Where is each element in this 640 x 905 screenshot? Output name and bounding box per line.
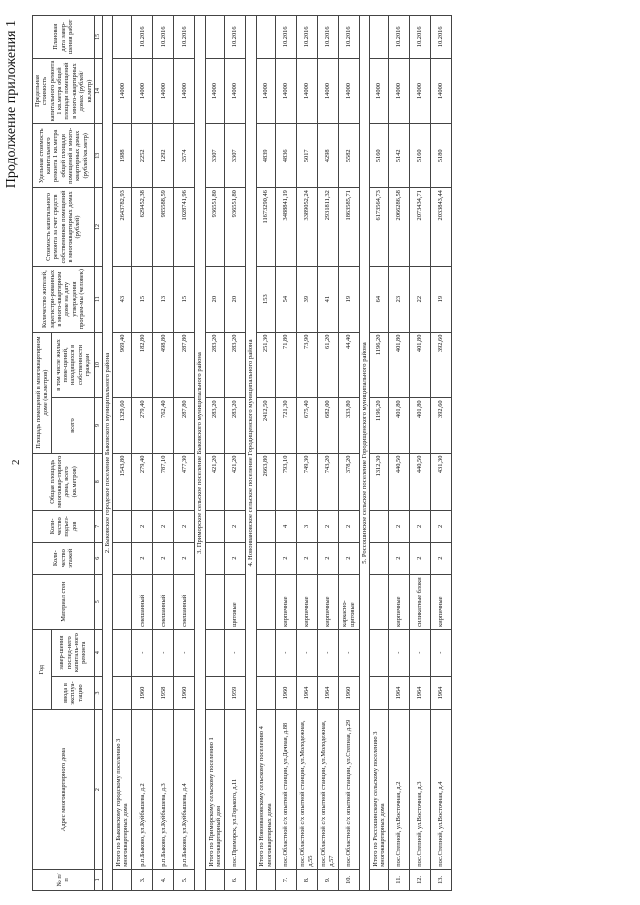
empty-cell — [370, 574, 389, 629]
row-floors: 2 — [132, 542, 153, 574]
column-number: 1 — [94, 869, 102, 890]
header-repair-cost: Стоимость капитального ремонта за счет средств собственников помещений в многоквартирных домах (рублей) — [33, 188, 95, 267]
row-entrances: 2 — [338, 510, 359, 542]
row-private-area: 392,60 — [431, 332, 452, 398]
row-number: 4. — [153, 869, 174, 890]
row-floors: 2 — [153, 542, 174, 574]
row-last-repair: - — [317, 629, 338, 676]
total-area: 2663,80 — [256, 453, 275, 510]
column-number: 13 — [94, 124, 102, 188]
row-completion-date: 10.2016 — [338, 16, 359, 59]
row-completion-date: 10.2016 — [153, 16, 174, 59]
row-unit-cost: 1292 — [153, 124, 174, 188]
section-title: 2. Быковское городское поселение Быковского муниципального района — [102, 16, 113, 891]
row-repair-cost: 2073434,71 — [410, 188, 431, 267]
row-total-area: 421,20 — [224, 453, 245, 510]
row-year-built: 1964 — [296, 676, 317, 710]
column-number: 8 — [94, 453, 102, 510]
row-number: 5. — [174, 869, 195, 890]
row-residents: 19 — [338, 266, 359, 332]
row-last-repair: - — [389, 629, 410, 676]
total-label: Итого по Россошинскому сельскому поселению 3 многоквартирных дома — [370, 710, 389, 869]
row-private-area: 287,80 — [174, 332, 195, 398]
table-row — [338, 16, 359, 891]
row-floors: 2 — [338, 542, 359, 574]
row-max-cost: 14000 — [224, 58, 245, 124]
empty-cell — [113, 542, 132, 574]
table-row — [132, 16, 153, 891]
section-title: 4. Новоивановское сельское поселение Городищенского муниципального района — [245, 16, 256, 891]
row-total-area: 793,10 — [275, 453, 296, 510]
header-last-repair: завер-шения послед-него капиталь-ного ремонта — [52, 629, 95, 676]
total-private-area: 283,20 — [205, 332, 224, 398]
row-address: пос.Приморск, ул.Горького, д.11 — [224, 710, 245, 869]
row-premises-area: 682,00 — [317, 398, 338, 453]
total-cost: 6173564,73 — [370, 188, 389, 267]
row-entrances: 2 — [389, 510, 410, 542]
row-max-cost: 14000 — [153, 58, 174, 124]
empty-cell — [113, 676, 132, 710]
column-number: 4 — [94, 629, 102, 676]
row-year-built: 1960 — [338, 676, 359, 710]
row-last-repair: - — [224, 629, 245, 676]
empty-cell — [113, 869, 132, 890]
column-number: 3 — [94, 676, 102, 710]
continuation-title: Продолжение приложения 1 — [4, 20, 19, 189]
row-unit-cost: 4836 — [275, 124, 296, 188]
total-label: Итого по Новоивановскому сельскому поселению 4 многоквартирных дома — [256, 710, 275, 869]
row-residents: 39 — [296, 266, 317, 332]
total-label: Итого по Приморскому сельскому поселению 1 многоквартирный дом — [205, 710, 224, 869]
row-number: 8. — [296, 869, 317, 890]
total-premises-area: 283,20 — [205, 398, 224, 453]
row-number: 3. — [132, 869, 153, 890]
row-number: 11. — [389, 869, 410, 890]
row-floors: 2 — [431, 542, 452, 574]
row-entrances: 2 — [317, 510, 338, 542]
row-wall-material: силикатные блоки — [410, 574, 431, 629]
header-area-all: всего — [52, 398, 95, 453]
row-private-area: 498,80 — [153, 332, 174, 398]
total-area: 1543,80 — [113, 453, 132, 510]
total-max-cost: 14000 — [370, 58, 389, 124]
row-repair-cost: 985588,59 — [153, 188, 174, 267]
total-unit-cost: 5160 — [370, 124, 389, 188]
row-total-area: 477,30 — [174, 453, 195, 510]
row-wall-material: кирпичные — [296, 574, 317, 629]
row-entrances: 2 — [174, 510, 195, 542]
total-premises-area: 2412,50 — [256, 398, 275, 453]
empty-cell — [205, 16, 224, 59]
row-max-cost: 14000 — [431, 58, 452, 124]
row-residents: 54 — [275, 266, 296, 332]
row-repair-cost: 936551,80 — [224, 188, 245, 267]
row-entrances: 2 — [431, 510, 452, 542]
row-year-built: 1964 — [410, 676, 431, 710]
section-title-row — [195, 16, 206, 891]
section-title-row — [245, 16, 256, 891]
row-year-built: 1960 — [275, 676, 296, 710]
row-floors: 2 — [410, 542, 431, 574]
column-number: 2 — [94, 710, 102, 869]
row-last-repair: - — [174, 629, 195, 676]
row-max-cost: 14000 — [174, 58, 195, 124]
empty-cell — [256, 574, 275, 629]
row-unit-cost: 5160 — [410, 124, 431, 188]
row-number: 10. — [338, 869, 359, 890]
section-title: 3. Приморское сельское поселение Быковского муниципального района — [195, 16, 206, 891]
row-private-area: 182,80 — [132, 332, 153, 398]
total-private-area: 969,40 — [113, 332, 132, 398]
row-wall-material: смешанный — [153, 574, 174, 629]
row-completion-date: 10.2016 — [224, 16, 245, 59]
column-numbers-row — [94, 16, 102, 891]
row-repair-cost: 2066286,58 — [389, 188, 410, 267]
column-number: 12 — [94, 188, 102, 267]
row-completion-date: 10.2016 — [296, 16, 317, 59]
total-unit-cost: 3307 — [205, 124, 224, 188]
row-last-repair: - — [275, 629, 296, 676]
column-number: 14 — [94, 58, 102, 124]
row-wall-material: смешанный — [174, 574, 195, 629]
row-address: пос.Областной с/х опытной станции, ул.Молодежная, д.57 — [317, 710, 338, 869]
row-address: пос.Степной, ул.Восточная, д.2 — [389, 710, 410, 869]
table-row — [389, 16, 410, 891]
section-title-row — [102, 16, 113, 891]
row-year-built: 1960 — [174, 676, 195, 710]
row-premises-area: 401,80 — [410, 398, 431, 453]
row-number: 7. — [275, 869, 296, 890]
row-unit-cost: 3307 — [224, 124, 245, 188]
row-wall-material: смешанный — [132, 574, 153, 629]
table-row — [410, 16, 431, 891]
table-row — [296, 16, 317, 891]
empty-cell — [205, 542, 224, 574]
row-max-cost: 14000 — [132, 58, 153, 124]
empty-cell — [256, 542, 275, 574]
row-premises-area: 401,80 — [389, 398, 410, 453]
header-year: Год — [33, 629, 52, 710]
row-unit-cost: 5582 — [338, 124, 359, 188]
row-floors: 2 — [296, 542, 317, 574]
row-completion-date: 10.2016 — [275, 16, 296, 59]
empty-cell — [256, 676, 275, 710]
row-premises-area: 721,30 — [275, 398, 296, 453]
table-row — [224, 16, 245, 891]
row-wall-material: кирпичные — [431, 574, 452, 629]
row-year-built: 1959 — [224, 676, 245, 710]
row-floors: 2 — [224, 542, 245, 574]
row-repair-cost: 3488841,19 — [275, 188, 296, 267]
row-residents: 20 — [224, 266, 245, 332]
column-number: 6 — [94, 542, 102, 574]
row-unit-cost: 4298 — [317, 124, 338, 188]
header-wall-material: Материал стен — [33, 574, 95, 629]
section-total-row — [205, 16, 224, 891]
header-address: Адрес многоквартирного дома — [33, 710, 95, 869]
row-unit-cost: 5017 — [296, 124, 317, 188]
row-premises-area: 287,80 — [174, 398, 195, 453]
header-total-area: Общая площадь многоквар-тирного дома, всего (кв.метров) — [33, 453, 95, 510]
page-number: 2 — [10, 459, 22, 465]
total-area: 1312,30 — [370, 453, 389, 510]
header-area-private: в том числе жилых поме-щений, находящихся в собственности граждан — [52, 332, 95, 398]
row-residents: 15 — [132, 266, 153, 332]
row-max-cost: 14000 — [410, 58, 431, 124]
row-wall-material: кирпичные — [317, 574, 338, 629]
row-floors: 2 — [174, 542, 195, 574]
total-cost: 11673290,46 — [256, 188, 275, 267]
housing-repair-table — [32, 15, 452, 891]
row-total-area: 378,20 — [338, 453, 359, 510]
row-premises-area: 675,40 — [296, 398, 317, 453]
row-wall-material: каркасно-щитовые — [338, 574, 359, 629]
row-repair-cost: 1028741,96 — [174, 188, 195, 267]
row-total-area: 749,30 — [296, 453, 317, 510]
row-private-area: 71,80 — [275, 332, 296, 398]
row-premises-area: 762,40 — [153, 398, 174, 453]
row-last-repair: - — [410, 629, 431, 676]
row-number: 12. — [410, 869, 431, 890]
row-year-built: 1964 — [317, 676, 338, 710]
total-residents: 43 — [113, 266, 132, 332]
header-entrances: Коли-чество подъез-дов — [33, 510, 95, 542]
total-cost: 936551,80 — [205, 188, 224, 267]
header-commissioning: ввода в эксплуа-тацию — [52, 676, 95, 710]
total-residents: 64 — [370, 266, 389, 332]
row-max-cost: 14000 — [317, 58, 338, 124]
total-premises-area: 1329,60 — [113, 398, 132, 453]
header-completion-date: Плановая дата завер-шения работ — [33, 16, 95, 59]
row-address: пос.Областной с/х опытной станции, ул.Дачная, д.88 — [275, 710, 296, 869]
row-unit-cost: 2252 — [132, 124, 153, 188]
total-unit-cost: 1988 — [113, 124, 132, 188]
row-entrances: 3 — [296, 510, 317, 542]
table-row — [275, 16, 296, 891]
row-completion-date: 10.2016 — [174, 16, 195, 59]
row-residents: 13 — [153, 266, 174, 332]
row-total-area: 431,30 — [431, 453, 452, 510]
column-number: 9 — [94, 398, 102, 453]
row-year-built: 1960 — [132, 676, 153, 710]
row-residents: 15 — [174, 266, 195, 332]
row-number: 6. — [224, 869, 245, 890]
total-cost: 2643782,93 — [113, 188, 132, 267]
total-private-area: 251,30 — [256, 332, 275, 398]
header-unit-cost: Удельная стоимость капитального ремонта 1 кв.метра общей площади помещений в много-квартирных домах (рублей/кв.метр) — [33, 124, 95, 188]
row-repair-cost: 3389052,24 — [296, 188, 317, 267]
total-residents: 153 — [256, 266, 275, 332]
empty-cell — [370, 510, 389, 542]
row-premises-area: 283,20 — [224, 398, 245, 453]
table-row — [153, 16, 174, 891]
total-residents: 20 — [205, 266, 224, 332]
table-row — [174, 16, 195, 891]
row-address: пос.Областной с/х опытной станции, ул.Молодежная, д.55 — [296, 710, 317, 869]
row-last-repair: - — [338, 629, 359, 676]
empty-cell — [205, 676, 224, 710]
total-label: Итого по Быковскому городскому поселению 3 многоквартирных дома — [113, 710, 132, 869]
empty-cell — [113, 629, 132, 676]
row-private-area: 401,80 — [389, 332, 410, 398]
empty-cell — [205, 869, 224, 890]
empty-cell — [205, 574, 224, 629]
row-last-repair: - — [296, 629, 317, 676]
row-last-repair: - — [431, 629, 452, 676]
row-entrances: 2 — [410, 510, 431, 542]
row-residents: 19 — [431, 266, 452, 332]
empty-cell — [370, 542, 389, 574]
empty-cell — [113, 16, 132, 59]
header-residents: Количество жителей, зарегистри-рованных в много-квартирном доме на дату утверждения програм-мы (человек) — [33, 266, 95, 332]
row-year-built: 1964 — [389, 676, 410, 710]
empty-cell — [256, 869, 275, 890]
row-unit-cost: 3574 — [174, 124, 195, 188]
row-entrances: 4 — [275, 510, 296, 542]
row-floors: 2 — [275, 542, 296, 574]
total-premises-area: 1196,20 — [370, 398, 389, 453]
row-repair-cost: 2033843,44 — [431, 188, 452, 267]
section-total-row — [113, 16, 132, 891]
row-last-repair: - — [132, 629, 153, 676]
header-row-1 — [33, 16, 52, 891]
section-title: 5. Россошинское сельское поселение Городищенского муниципального района — [359, 16, 370, 891]
row-completion-date: 10.2016 — [410, 16, 431, 59]
empty-cell — [205, 629, 224, 676]
row-entrances: 2 — [153, 510, 174, 542]
empty-cell — [370, 16, 389, 59]
row-premises-area: 333,80 — [338, 398, 359, 453]
row-repair-cost: 629452,38 — [132, 188, 153, 267]
empty-cell — [256, 16, 275, 59]
row-entrances: 2 — [132, 510, 153, 542]
total-max-cost: 14000 — [256, 58, 275, 124]
total-max-cost: 14000 — [205, 58, 224, 124]
row-total-area: 440,50 — [389, 453, 410, 510]
total-unit-cost: 4839 — [256, 124, 275, 188]
column-number: 11 — [94, 266, 102, 332]
row-total-area: 787,10 — [153, 453, 174, 510]
row-number: 9. — [317, 869, 338, 890]
column-number: 10 — [94, 332, 102, 398]
row-address: пос.Областной с/х опытной станции, ул.Степная, д.29 — [338, 710, 359, 869]
row-address: р.п.Быково, ул.Куйбышева, д.4 — [174, 710, 195, 869]
row-total-area: 440,50 — [410, 453, 431, 510]
row-total-area: 743,20 — [317, 453, 338, 510]
row-unit-cost: 5142 — [389, 124, 410, 188]
row-total-area: 279,40 — [132, 453, 153, 510]
empty-cell — [256, 510, 275, 542]
row-residents: 41 — [317, 266, 338, 332]
row-completion-date: 10.2016 — [431, 16, 452, 59]
total-max-cost: 14000 — [113, 58, 132, 124]
row-max-cost: 14000 — [275, 58, 296, 124]
row-private-area: 401,80 — [410, 332, 431, 398]
column-number: 7 — [94, 510, 102, 542]
row-repair-cost: 1863585,71 — [338, 188, 359, 267]
table-body — [94, 16, 451, 891]
empty-cell — [113, 510, 132, 542]
row-wall-material: щитовые — [224, 574, 245, 629]
row-completion-date: 10.2016 — [317, 16, 338, 59]
empty-cell — [113, 574, 132, 629]
row-private-area: 61,20 — [317, 332, 338, 398]
row-floors: 2 — [317, 542, 338, 574]
row-max-cost: 14000 — [296, 58, 317, 124]
row-premises-area: 392,60 — [431, 398, 452, 453]
row-year-built: 1964 — [431, 676, 452, 710]
table-row — [317, 16, 338, 891]
table-row — [431, 16, 452, 891]
empty-cell — [256, 629, 275, 676]
total-area: 421,20 — [205, 453, 224, 510]
row-completion-date: 10.2016 — [132, 16, 153, 59]
row-residents: 23 — [389, 266, 410, 332]
header-premises-area: Площадь помещений в многоквартирном доме (кв.метров) — [33, 332, 52, 453]
row-year-built: 1958 — [153, 676, 174, 710]
column-number: 5 — [94, 574, 102, 629]
row-last-repair: - — [153, 629, 174, 676]
row-entrances: 2 — [224, 510, 245, 542]
row-private-area: 283,20 — [224, 332, 245, 398]
row-address: пос.Степной, ул.Восточная, д.4 — [431, 710, 452, 869]
row-unit-cost: 5180 — [431, 124, 452, 188]
row-max-cost: 14000 — [389, 58, 410, 124]
empty-cell — [370, 676, 389, 710]
row-wall-material: кирпичные — [275, 574, 296, 629]
row-number: 13. — [431, 869, 452, 890]
row-private-area: 44,40 — [338, 332, 359, 398]
section-total-row — [256, 16, 275, 891]
row-residents: 22 — [410, 266, 431, 332]
row-address: пос.Степной, ул.Восточная, д.3 — [410, 710, 431, 869]
header-floors: Коли-чество этажей — [33, 542, 95, 574]
row-private-area: 73,90 — [296, 332, 317, 398]
section-title-row — [359, 16, 370, 891]
row-floors: 2 — [389, 542, 410, 574]
row-repair-cost: 2931811,32 — [317, 188, 338, 267]
row-max-cost: 14000 — [338, 58, 359, 124]
column-number: 15 — [94, 16, 102, 59]
header-max-cost: Предельная стоимость капитального ремонта 1 кв.метра общей площади помещений в много-квартирных домах (рублей/кв.метр) — [33, 58, 95, 124]
row-address: р.п.Быково, ул.Куйбышева, д.3 — [153, 710, 174, 869]
row-premises-area: 279,40 — [132, 398, 153, 453]
empty-cell — [370, 629, 389, 676]
row-wall-material: кирпичные — [389, 574, 410, 629]
header-num: № п/п — [33, 869, 95, 890]
total-private-area: 1196,20 — [370, 332, 389, 398]
row-address: р.п.Быково, ул.Куйбышева, д.2 — [132, 710, 153, 869]
row-completion-date: 10.2016 — [389, 16, 410, 59]
empty-cell — [370, 869, 389, 890]
empty-cell — [205, 510, 224, 542]
section-total-row — [370, 16, 389, 891]
